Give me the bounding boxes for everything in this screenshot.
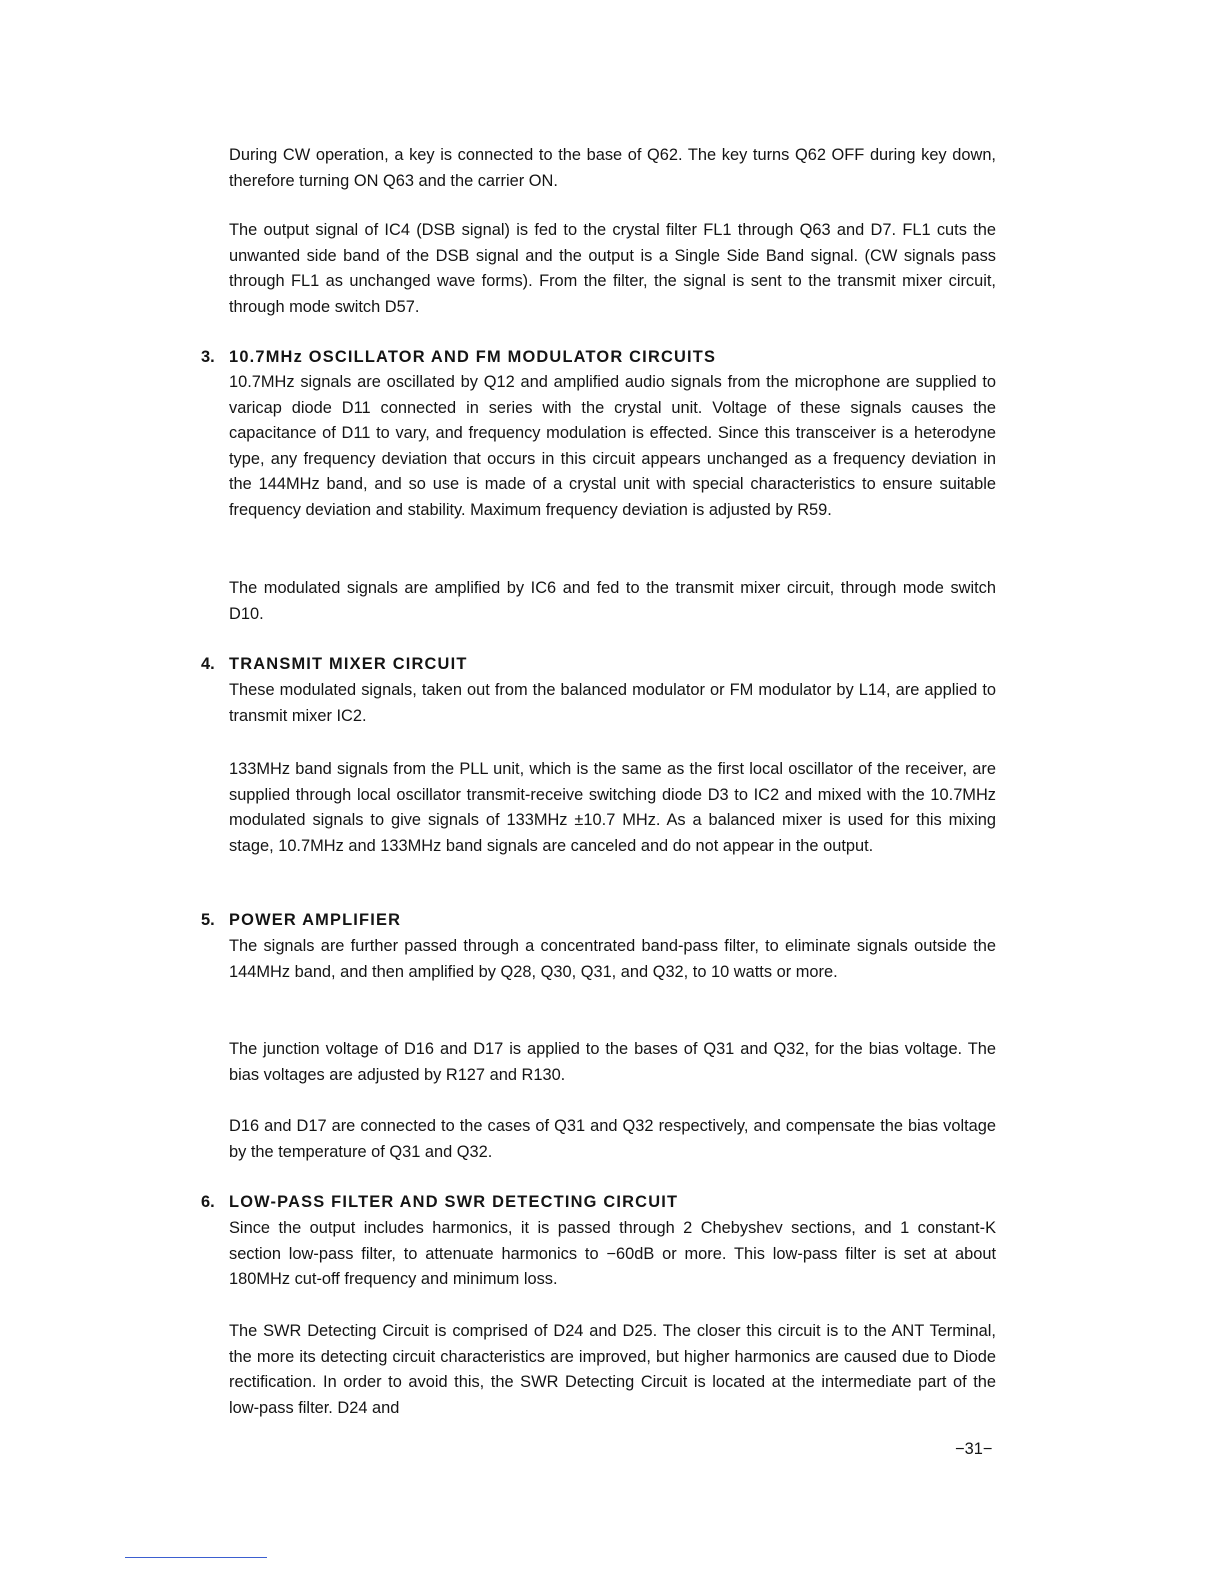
section-title: TRANSMIT MIXER CIRCUIT <box>229 655 468 673</box>
paragraph-pll-signals: 133MHz band signals from the PLL unit, which is the same as the first local oscillator of the receiver, are supplied through local oscillator transmit-receive switching diode D3 to IC2 and mixed with the 10.7MHz modulated signals to give signals of 133MHz ±10.7 MHz. As a balanced mixer is used for this mixing stage, 10.7MHz and 133MHz band signals are canceled and do not appear in the output. <box>229 760 996 855</box>
paragraph-junction-voltage: The junction voltage of D16 and D17 is applied to the bases of Q31 and Q32, for the bias voltage. The bias voltages are adjusted by R127 and R130. <box>229 1040 996 1084</box>
paragraph-power-amplifier: The signals are further passed through a concentrated band-pass filter, to eliminate signals outside the 144MHz band, and then amplified by Q28, Q30, Q31, and Q32, to 10 watts or more. <box>229 937 996 981</box>
section-number: 6. <box>201 1193 215 1211</box>
paragraph-modulated-signals: The modulated signals are amplified by IC6 and fed to the transmit mixer circuit, through mode switch D10. <box>229 579 996 623</box>
paragraph-cw-operation: During CW operation, a key is connected to the base of Q62. The key turns Q62 OFF during key down, therefore turning ON Q63 and the carrier ON. <box>229 146 996 190</box>
paragraph-bias-compensation: D16 and D17 are connected to the cases of Q31 and Q32 respectively, and compensate the bias voltage by the temperature of Q31 and Q32. <box>229 1117 996 1161</box>
footer-rule <box>125 1557 267 1558</box>
section-number: 3. <box>201 348 215 366</box>
section-number: 5. <box>201 911 215 929</box>
section-heading-5 <box>201 909 1001 931</box>
section-title: POWER AMPLIFIER <box>229 911 402 929</box>
section-heading-4 <box>201 653 1001 675</box>
section-title: LOW-PASS FILTER AND SWR DETECTING CIRCUIT <box>229 1193 679 1211</box>
paragraph-oscillator: 10.7MHz signals are oscillated by Q12 and amplified audio signals from the microphone are supplied to varicap diode D11 connected in series with the crystal unit. Voltage of these signals causes the capacitance of D11 to vary, and frequency modulation is effected. Since this transceiver is a heterodyne type, any frequency deviation that occurs in this circuit appears unchanged as a frequency deviation in the 144MHz band, and so use is made of a crystal unit with special characteristics to ensure suitable frequency deviation and stability. Maximum frequency deviation is adjusted by R59. <box>229 373 996 519</box>
section-title: 10.7MHz OSCILLATOR AND FM MODULATOR CIRCUITS <box>229 348 717 366</box>
page-number: −31− <box>955 1440 993 1458</box>
paragraph-transmit-mixer: These modulated signals, taken out from the balanced modulator or FM modulator by L14, are applied to transmit mixer IC2. <box>229 681 996 725</box>
section-number: 4. <box>201 655 215 673</box>
paragraph-swr-detecting: The SWR Detecting Circuit is comprised of D24 and D25. The closer this circuit is to the ANT Terminal, the more its detecting circuit characteristics are improved, but higher harmonics are caused due to Diode rectification. In order to avoid this, the SWR Detecting Circuit is located at the intermediate part of the low-pass filter. D24 and <box>229 1322 996 1417</box>
section-heading-3 <box>201 346 1001 368</box>
paragraph-low-pass-filter: Since the output includes harmonics, it is passed through 2 Chebyshev sections, and 1 constant-K section low-pass filter, to attenuate harmonics to −60dB or more. This low-pass filter is set at about 180MHz cut-off frequency and minimum loss. <box>229 1219 996 1289</box>
paragraph-dsb-filter: The output signal of IC4 (DSB signal) is fed to the crystal filter FL1 through Q63 and D7. FL1 cuts the unwanted side band of the DSB signal and the output is a Single Side Band signal. (CW signals pass through FL1 as unchanged wave forms). From the filter, the signal is sent to the transmit mixer circuit, through mode switch D57. <box>229 221 996 316</box>
section-heading-6 <box>201 1191 1001 1213</box>
